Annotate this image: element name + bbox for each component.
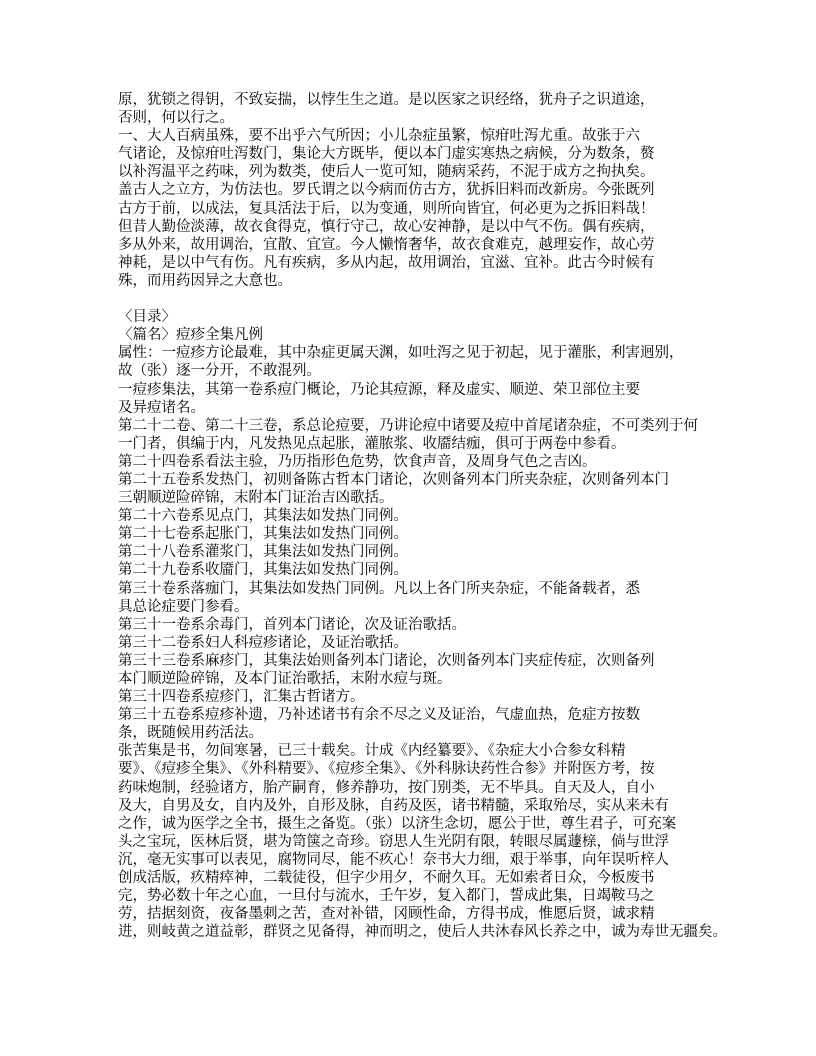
text-line: 但昔人勤俭淡薄，故衣食得克，慎行守己，故心安神静，是以中气不伤。偶有疾病， [118, 218, 655, 235]
text-line: 之作，诚为医学之全书，摄生之备览。（张）以济生念切，愿公于世，尊生君子，可充案 [118, 815, 677, 832]
text-line: 要》、《痘疹全集》、《外科精要》、《痘疹全集》、《外科脉诀药性合参》并附医方考，按 [118, 761, 655, 778]
document-text [118, 91, 727, 941]
text-line: 具总论症要门参看。 [118, 598, 249, 615]
text-line: 一痘疹集法，其第一卷系痘门概论，乃论其痘源，释及虚实、顺逆、荣卫部位主要 [118, 381, 640, 398]
text-line: 第三十四卷系痘疹门，汇集古哲诸方。 [118, 689, 365, 706]
text-line: 原，犹锁之得钥，不致妄揣，以悖生生之道。是以医家之识经络，犹舟子之识道途， [118, 92, 655, 108]
text-line: 及大，自男及女，自内及外，自形及脉，自药及医，诸书精髓，采取殆尽，实从来未有 [118, 797, 669, 814]
text-line: 故（张）逐一分开，不敢混列。 [118, 363, 321, 380]
text-line: 第二十四卷系看法主验，乃历指形色危势，饮食声音，及周身气色之吉凶。 [118, 453, 597, 470]
text-line: 以补泻温平之药味，列为数类，使后人一览可知，随病采药，不泥于成方之拘执矣。 [118, 164, 655, 181]
text-line: 否则，何以行之。 [118, 110, 234, 127]
text-line: 〈篇名〉痘疹全集凡例 [118, 327, 263, 344]
text-line: 第三十五卷系痘疹补遗，乃补述诸书有余不尽之义及证治，气虚血热，危症方按数 [118, 707, 640, 724]
text-line [118, 290, 718, 308]
text-line: 第三十二卷系妇人科痘疹诸论，及证治歌括。 [118, 634, 408, 651]
text-line: 第二十二卷、第二十三卷，系总论痘要，乃讲论痘中诸要及痘中首尾诸杂症，不可类列于何 [118, 417, 698, 434]
text-line: 属性：一痘疹方论最难，其中杂症更属天渊，如吐泻之见于初起，见于灌胀，利害迥别， [118, 345, 684, 362]
text-line: 劳，拮据刻资，夜备墨刺之苦，查对补错，冈顾性命，方得书成，惟愿后贤，诚求精 [118, 906, 655, 923]
text-line: 张苦集是书，勿间寒暑，已三十载矣。计成《内经纂要》、《杂症大小合参女科精 [118, 743, 626, 760]
text-line: 第二十五卷系发热门，初则备陈古哲本门诸论，次则备列本门所夹杂症，次则备列本门 [118, 471, 669, 488]
text-line: 〈目录〉 [118, 309, 176, 326]
text-line: 本门顺逆险碎锦，及本门证治歌括，末附水痘与斑。 [118, 671, 452, 687]
text-line: 药味炮制，经验诸方，胎产嗣育，修养静功，按门别类，无不毕具。自天及人，自小 [118, 779, 655, 796]
text-line: 完，势必数十年之心血，一旦付与流水，壬午岁，复入都门，誓成此集，日竭鞍马之 [118, 888, 655, 905]
text-line: 三朝顺逆险碎锦，末附本门证治吉凶歌括。 [118, 490, 394, 507]
text-line: 神耗，是以中气有伤。凡有疾病，多从内起，故用调治，宜滋、宜补。此古今时候有 [118, 254, 655, 271]
text-line: 进，则岐黄之道益彰，群贤之见备得，神而明之，使后人共沐春风长养之中，诚为寿世无疆矣。 [118, 924, 727, 941]
text-line: 及异痘诸名。 [118, 399, 205, 416]
text-line: 盖古人之立方，为仿法也。罗氏谓之以今病而仿古方，犹拆旧料而改新房。今张既列 [118, 182, 655, 199]
text-line: 头之宝玩，医林后贤，堪为笥箧之奇珍。窃思人生光阴有限，转眼尽属蘧榇，倘与世浮 [118, 833, 669, 850]
text-line: 第二十六卷系见点门，其集法如发热门同例。 [118, 508, 408, 525]
text-line: 殊，而用药因异之大意也。 [118, 272, 292, 289]
text-line: 一门者，俱编于内，凡发热见点起胀，灌脓浆、收靥结痂，俱可于两卷中参看。 [118, 435, 626, 452]
text-line: 多从外来，故用调治，宜散、宜宣。今人懒惰奢华，故衣食难克，越理妄作，故心劳 [118, 236, 655, 253]
text-line: 第三十卷系落痂门，其集法如发热门同例。凡以上各门所夹杂症，不能备载者，悉 [118, 580, 640, 597]
text-line: 气诸论，及惊疳吐泻数门，集论大方既毕，便以本门虚实寒热之病候，分为数条，赘 [118, 146, 655, 163]
text-line: 古方于前，以成法，复具活法于后，以为变通，则所向皆宜，何必更为之拆旧料哉！ [118, 200, 655, 217]
text-line: 第三十一卷系余毒门，首列本门诸论，次及证治歌括。 [118, 616, 466, 633]
text-line: 创成活版，疚精瘁神，二载徒役，但字少用夕，不耐久耳。无如索者日众，今板废书 [118, 870, 655, 887]
text-line: 一、大人百病虽殊，要不出乎六气所因；小儿杂症虽繁，惊疳吐泻尤重。故张于六 [118, 128, 640, 145]
text-line: 第三十三卷系麻疹门，其集法始则备列本门诸论，次则备列本门夹症传症，次则备列 [118, 652, 655, 669]
text-line: 第二十九卷系收靥门，其集法如发热门同例。 [118, 562, 408, 579]
text-line: 第二十八卷系灌浆门，其集法如发热门同例。 [118, 544, 408, 561]
text-line: 条，既随候用药活法。 [118, 725, 263, 742]
text-line: 第二十七卷系起胀门，其集法如发热门同例。 [118, 526, 408, 543]
text-line: 沉，毫无实事可以表见，腐物同尽，能不疚心！奈书大力细，艰于举事，向年误听梓人 [118, 851, 669, 868]
